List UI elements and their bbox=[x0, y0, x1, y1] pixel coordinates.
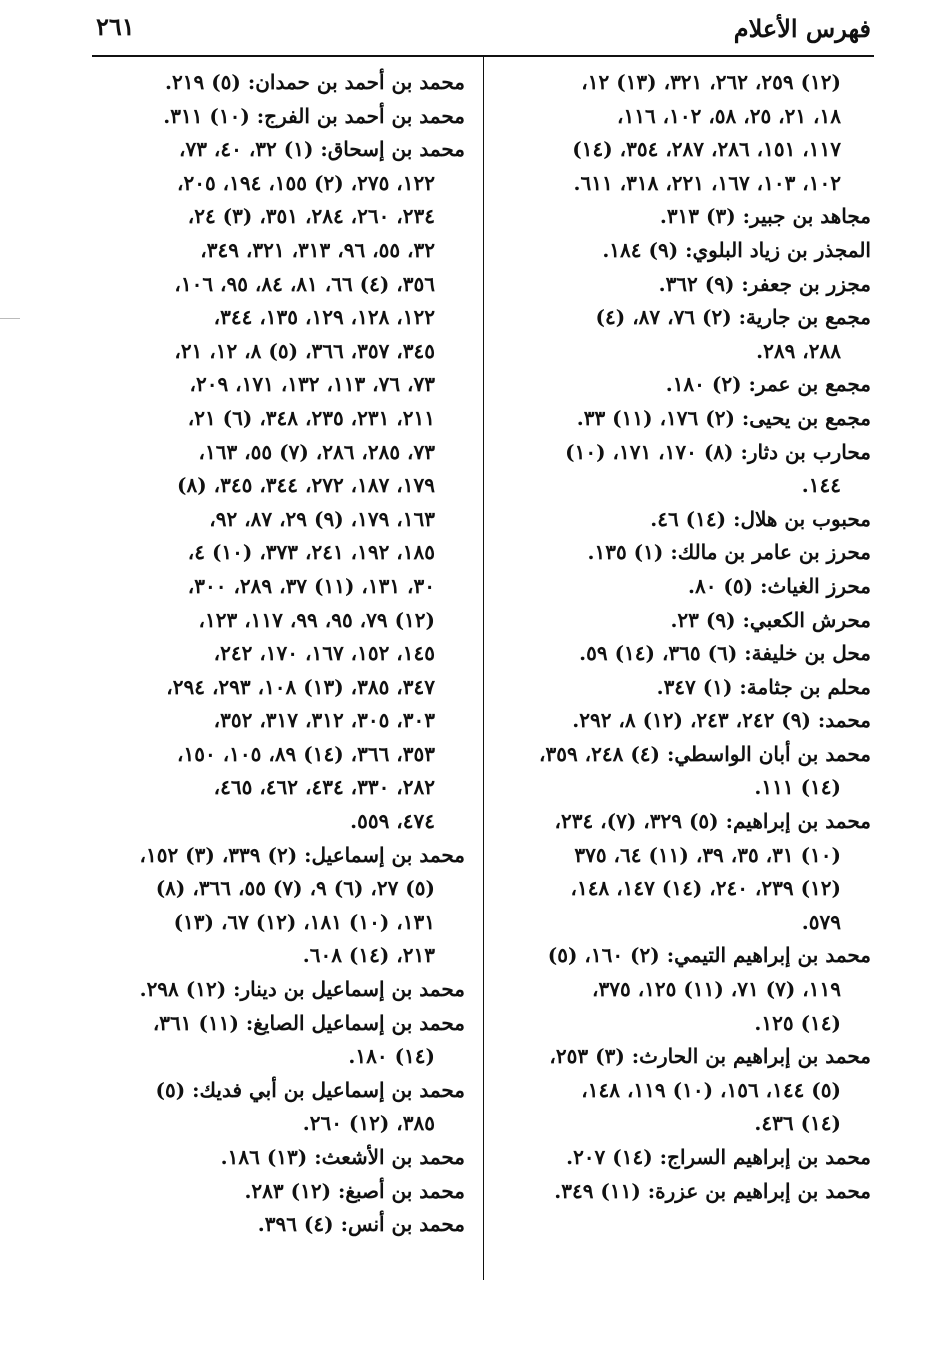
index-entry-continuation: ١١٩، (٧) ٧١، (١١) ١٢٥، ٣٧٥، bbox=[592, 977, 841, 1002]
index-entry-continuation: (٥) ١٤٤، ١٥٦، (١٠) ١١٩، ١٤٨، bbox=[581, 1077, 841, 1102]
index-entry-continuation: ١٤٤. bbox=[801, 473, 841, 498]
column-divider bbox=[483, 57, 484, 1280]
index-entry-continuation: ٣٥٦، (٤) ٦٦، ٨١، ٨٤، ٩٥، ١٠٦، bbox=[174, 271, 435, 296]
index-entry: محمد بن إسماعيل بن دينار: (١٢) ٢٩٨. bbox=[139, 977, 465, 1002]
index-entry-continuation: ١٨، ٢١، ٢٥، ٥٨، ١٠٢، ١١٦، bbox=[617, 103, 841, 128]
index-entry: محمد بن إبراهيم التيمي: (٢) ١٦٠، (٥) bbox=[547, 943, 871, 968]
index-entry: مجمع بن يحيى: (٢) ١٧٦، (١١) ٣٣. bbox=[576, 405, 871, 430]
index-entry-continuation: ٣٢، ٥٥، ٩٦، ٣١٣، ٣٢١، ٣٤٩، bbox=[200, 237, 435, 262]
left-column bbox=[93, 66, 465, 1242]
index-entry-continuation: ٢٣٤، ٢٦٠، ٢٨٤، ٣٥١، (٣) ٢٤، bbox=[187, 204, 435, 229]
index-entry-continuation: ١٤٥، ١٥٢، ١٦٧، ١٧٠، ٢٤٢، bbox=[213, 641, 435, 666]
index-entry-continuation: ١٢٢، ٢٧٥، (٢) ١٥٥، ١٩٤، ٢٠٥، bbox=[177, 170, 435, 195]
index-entry: محمد بن الأشعث: (١٣) ١٨٦. bbox=[220, 1145, 465, 1169]
index-entry: محمد بن أحمد بن الفرج: (١٠) ٣١١. bbox=[163, 103, 465, 128]
index-entry: محرز بن عامر بن مالك: (١) ١٣٥. bbox=[587, 540, 871, 565]
index-entry: محمد بن إسماعيل: (٢) ٣٣٩، (٣) ١٥٢، bbox=[139, 842, 465, 867]
page-number: ٢٦١ bbox=[96, 12, 135, 41]
index-entry-continuation: (١٤) ١٨٠. bbox=[348, 1044, 435, 1069]
index-entry: مجاهد بن جبير: (٣) ٣١٣. bbox=[659, 204, 871, 229]
index-entry: محمد بن إسماعيل بن أبي فديك: (٥) bbox=[155, 1077, 465, 1102]
index-entry-continuation: (١٢) ٢٥٩، ٢٦٢، ٣٢١، (١٣) ١٢، bbox=[581, 70, 841, 94]
index-entry: مجمع بن عمر: (٢) ١٨٠. bbox=[665, 372, 871, 397]
index-entry-continuation: ١٢٢، ١٢٨، ١٢٩، ١٣٥، ٣٤٤، bbox=[213, 305, 435, 330]
index-entry-continuation: (١٢) ٢٣٩، ٢٤٠، (١٤) ١٤٧، ١٤٨، bbox=[570, 876, 841, 901]
index-entry: محمد بن إسماعيل الصايغ: (١١) ٣٦١، bbox=[152, 1010, 465, 1035]
index-entry-continuation: ١٨٥، ١٩٢، ٢٤١، ٣٧٣، (١٠) ٤، bbox=[187, 540, 435, 565]
index-entry-continuation: ٣٤٧، ٣٨٥، (١٣) ١٠٨، ٢٩٣، ٢٩٤، bbox=[166, 674, 435, 699]
index-entry-continuation: ١١٧، ١٥١، ٢٨٦، ٢٨٧، ٣٥٤، (١٤) bbox=[572, 137, 841, 162]
index-entry-continuation: ٣٥٣، ٣٦٦، (١٤) ٨٩، ١٠٥، ١٥٠، bbox=[177, 741, 435, 766]
index-entry: مجزر بن جعفر: (٩) ٣٦٢. bbox=[658, 271, 871, 296]
index-entry: مجمع بن جارية: (٢) ٧٦، ٨٧، (٤) bbox=[595, 305, 871, 330]
index-entry: محمد: (٩) ٢٤٢، ٢٤٣، (١٢) ٨، ٢٩٢. bbox=[572, 708, 871, 733]
index-entry-continuation: ٣٤٥، ٣٥٧، ٣٦٦، (٥) ٨، ١٢، ٢١، bbox=[174, 338, 435, 363]
index-entry-continuation: ٢١٣، (١٤) ٦٠٨. bbox=[302, 943, 435, 968]
index-entry-continuation: ٥٧٩. bbox=[801, 909, 841, 934]
index-entry: محلم بن جثامة: (١) ٣٤٧. bbox=[656, 674, 871, 699]
index-entry-continuation: ٣٠٣، ٣٠٥، ٣١٢، ٣١٧، ٣٥٢، bbox=[213, 708, 435, 733]
index-entry: محارب بن دثار: (٨) ١٧٠، ١٧١، (١٠) bbox=[565, 439, 871, 464]
index-entry-continuation: ١٦٣، ١٧٩، (٩) ٢٩، ٨٧، ٩٢، bbox=[209, 506, 435, 531]
index-entry: محرش الكعبي: (٩) ٢٣. bbox=[670, 607, 871, 632]
index-entry: محمد بن أحمد بن حمدان: (٥) ٢١٩. bbox=[165, 70, 465, 94]
index-entry: محمد بن أصبغ: (١٢) ٢٨٣. bbox=[244, 1178, 465, 1203]
index-entry-continuation: (١٤) ١٢٥. bbox=[754, 1010, 841, 1035]
index-entry: محمد بن إبراهيم بن الحارث: (٣) ٢٥٣، bbox=[549, 1044, 871, 1069]
page-header-title: فهرس الأعلام bbox=[733, 14, 871, 43]
index-entry: محل بن خليفة: (٦) ٣٦٥، (١٤) ٥٩. bbox=[579, 641, 871, 666]
right-column bbox=[491, 66, 871, 1208]
index-entry-continuation: (٥) ٢٧، (٦) ٩، (٧) ٥٥، ٣٦٦، (٨) bbox=[155, 876, 435, 901]
index-entry-continuation: ٢٨٢، ٣٣٠، ٤٣٤، ٤٦٢، ٤٦٥، bbox=[213, 775, 435, 800]
index-entry-continuation: ٢٨٨، ٢٨٩. bbox=[756, 338, 841, 363]
index-entry: محمد بن أبان الواسطي: (٤) ٢٤٨، ٣٥٩، bbox=[539, 741, 871, 766]
index-entry: محرز الغياث: (٥) ٨٠. bbox=[688, 573, 871, 598]
index-entry: محمد بن إسحاق: (١) ٣٢، ٤٠، ٧٣، bbox=[179, 137, 465, 162]
index-entry: محمد بن إبراهيم بن عزرة: (١١) ٣٤٩. bbox=[554, 1178, 871, 1203]
index-entry-continuation: ١٣١، (١٠) ١٨١، (١٢) ٦٧، (١٣) bbox=[173, 909, 435, 934]
index-entry-continuation: (١٢) ٧٩، ٩٥، ٩٩، ١١٧، ١٢٣، bbox=[198, 607, 435, 632]
index-entry-continuation: ١٠٢، ١٠٣، ١٦٧، ٢٢١، ٣١٨، ٦١١. bbox=[573, 170, 841, 195]
index-entry-continuation: ٤٧٤، ٥٥٩. bbox=[350, 809, 435, 834]
index-entry-continuation: ٧٣، ٢٨٥، ٢٨٦، (٧) ٥٥، ١٦٣، bbox=[198, 439, 435, 464]
index-entry: محمد بن إبراهيم السراج: (١٤) ٢٠٧. bbox=[566, 1145, 871, 1169]
index-entry: محبوب بن هلال: (١٤) ٤٦. bbox=[650, 506, 871, 531]
index-entry-continuation: ٢١١، ٢٣١، ٢٣٥، ٣٤٨، (٦) ٢١، bbox=[187, 405, 435, 430]
index-entry-continuation: (١٠) ٣١، ٣٥، ٣٩، (١١) ٦٤، ٣٧٥ bbox=[574, 842, 841, 867]
index-entry: المجذر بن زياد البلوي: (٩) ١٨٤. bbox=[602, 237, 871, 262]
index-entry-continuation: ٣٠، ١٣١، (١١) ٣٧، ٢٨٩، ٣٠٠، bbox=[187, 573, 435, 598]
index-entry-continuation: (١٤) ٤٣٦. bbox=[754, 1111, 841, 1136]
index-entry-continuation: ١٧٩، ١٨٧، ٢٧٢، ٣٤٤، ٣٤٥، (٨) bbox=[177, 473, 435, 498]
index-entry: محمد بن أنس: (٤) ٣٩٦. bbox=[257, 1212, 465, 1237]
index-entry-continuation: (١٤) ١١١. bbox=[754, 775, 841, 800]
index-entry-continuation: ٧٣، ٧٦، ١١٣، ١٣٢، ١٧١، ٢٠٩، bbox=[189, 372, 435, 397]
index-entry-continuation: ٣٨٥، (١٢) ٢٦٠. bbox=[302, 1111, 435, 1136]
margin-mark bbox=[0, 318, 20, 319]
index-entry: محمد بن إبراهيم: (٥) ٣٢٩، (٧)، ٢٣٤، bbox=[554, 809, 871, 834]
